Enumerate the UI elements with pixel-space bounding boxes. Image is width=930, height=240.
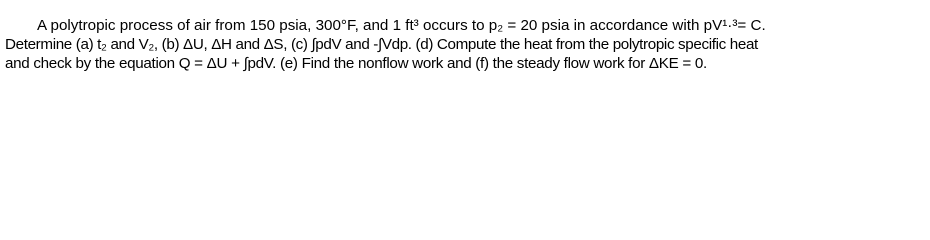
problem-line-2: Determine (a) t₂ and V₂, (b) ΔU, ΔH and ΔS, (c) ∫pdV and -∫Vdp. (d) Compute the heat from the polytropic specific heat <box>5 36 758 53</box>
problem-line-1: A polytropic process of air from 150 psia, 300°F, and 1 ft³ occurs to p₂ = 20 psia in accordance with pV¹·³= C. <box>37 17 766 34</box>
problem-line-3: and check by the equation Q = ΔU + ∫pdV. (e) Find the nonflow work and (f) the steady flow work for ΔKE = 0. <box>5 55 707 72</box>
problem-statement <box>5 16 927 73</box>
